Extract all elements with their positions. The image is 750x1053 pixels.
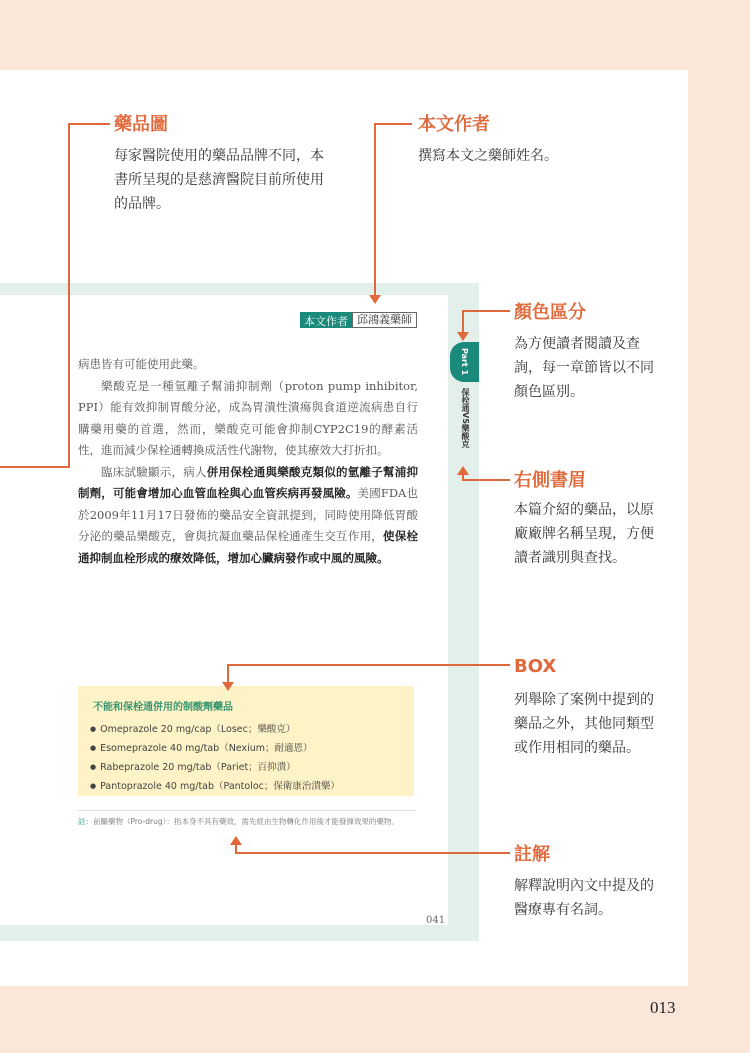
callout-line xyxy=(462,310,510,312)
callout-desc-author: 撰寫本文之藥師姓名。 xyxy=(418,148,558,164)
callout-title-color: 顏色區分 xyxy=(514,302,586,323)
callout-line xyxy=(235,852,510,854)
callout-title-drug-image: 藥品圖 xyxy=(114,114,168,135)
page-number: 013 xyxy=(650,998,676,1017)
sample-page-number: 041 xyxy=(426,915,446,926)
box-list xyxy=(90,720,340,796)
box-title: 不能和保栓通併用的制酸劑藥品 xyxy=(93,702,233,713)
callout-desc-color: 為方便讀者閱讀及查詢，每一章節皆以不同顏色區別。 xyxy=(514,336,654,400)
drug-box xyxy=(78,686,414,796)
footnote xyxy=(78,810,416,829)
arrow-down-icon xyxy=(457,332,469,341)
arrow-down-icon xyxy=(369,295,381,304)
paragraph: 臨床試驗顯示，病人併用保栓通與樂酸克類似的氫離子幫浦抑制劑，可能會增加心血管血栓與心血管疾病再發風險。美國FDA也於2009年11月17日發佈的藥品安全資訊提到，同時使用降低胃酸分泌的藥品樂酸克，會與抗凝血藥品保栓通產生交互作用，使保栓通抑制血栓形成的療效降低，增加心臟病發作或中風的風險。 xyxy=(78,464,419,565)
callout-line xyxy=(462,479,510,481)
callout-title-author: 本文作者 xyxy=(418,114,490,135)
callout-line xyxy=(462,310,464,332)
chapter-tab-label: Part 1 xyxy=(460,348,469,376)
list-item: ● Esomeprazole 40 mg/tab（Nexium；耐適恩） xyxy=(90,739,340,758)
callout-desc-box: 列舉除了案例中提到的藥品之外，其他同類型或作用相同的藥品。 xyxy=(514,692,654,756)
callout-line xyxy=(0,466,70,468)
list-item: ● Rabeprazole 20 mg/tab（Pariet；百抑潰） xyxy=(90,758,340,777)
callout-desc-header: 本篇介紹的藥品，以原廠廠牌名稱呈現，方便讀者識別與查找。 xyxy=(514,502,654,566)
callout-line xyxy=(374,123,412,125)
callout-line xyxy=(68,123,70,468)
paragraph: 病患皆有可能使用此藥。 xyxy=(78,357,205,371)
callout-desc-drug-image: 每家醫院使用的藥品品牌不同，本書所呈現的是慈濟醫院目前所使用的品牌。 xyxy=(114,148,324,212)
list-item: ● Omeprazole 20 mg/cap（Losec；樂酸克） xyxy=(90,720,340,739)
callout-line xyxy=(227,664,510,666)
paragraph: 樂酸克是一種氫離子幫浦抑制劑（proton pump inhibitor, PPI）能有效抑制胃酸分泌，成為胃潰性潰瘍與食道逆流病患自行購藥用藥的首選，然而，樂酸克可能會抑制CYP2C19的酵素活性，進而減少保栓通轉換成活性代謝物，使其療效大打折扣。 xyxy=(78,378,418,457)
callout-title-note: 註解 xyxy=(514,844,550,865)
author-box xyxy=(300,312,417,328)
list-item: ● Pantoprazole 40 mg/tab（Pantoloc；保衛康治潰樂） xyxy=(90,777,340,796)
callout-line xyxy=(374,123,376,295)
chapter-color-tab xyxy=(450,342,479,382)
author-label: 本文作者 xyxy=(300,312,352,328)
author-name: 邱鴻義藥師 xyxy=(352,312,417,328)
sample-body-text xyxy=(78,354,418,569)
running-header-title: 保栓通VS樂酸克 xyxy=(461,388,470,448)
callout-title-box: BOX xyxy=(514,656,557,677)
callout-line xyxy=(68,123,110,125)
callout-desc-note: 解釋說明內文中提及的醫療專有名詞。 xyxy=(514,878,654,918)
footnote-text: 前驅藥物（Pro-drug）：指本身不具有藥效，需先經由生物轉化作用後才能發揮效果的藥物。 xyxy=(93,817,399,826)
footnote-label: 註： xyxy=(78,817,93,826)
callout-title-header: 右側書眉 xyxy=(514,470,586,491)
callout-line xyxy=(227,664,229,683)
arrow-down-icon xyxy=(222,682,234,691)
